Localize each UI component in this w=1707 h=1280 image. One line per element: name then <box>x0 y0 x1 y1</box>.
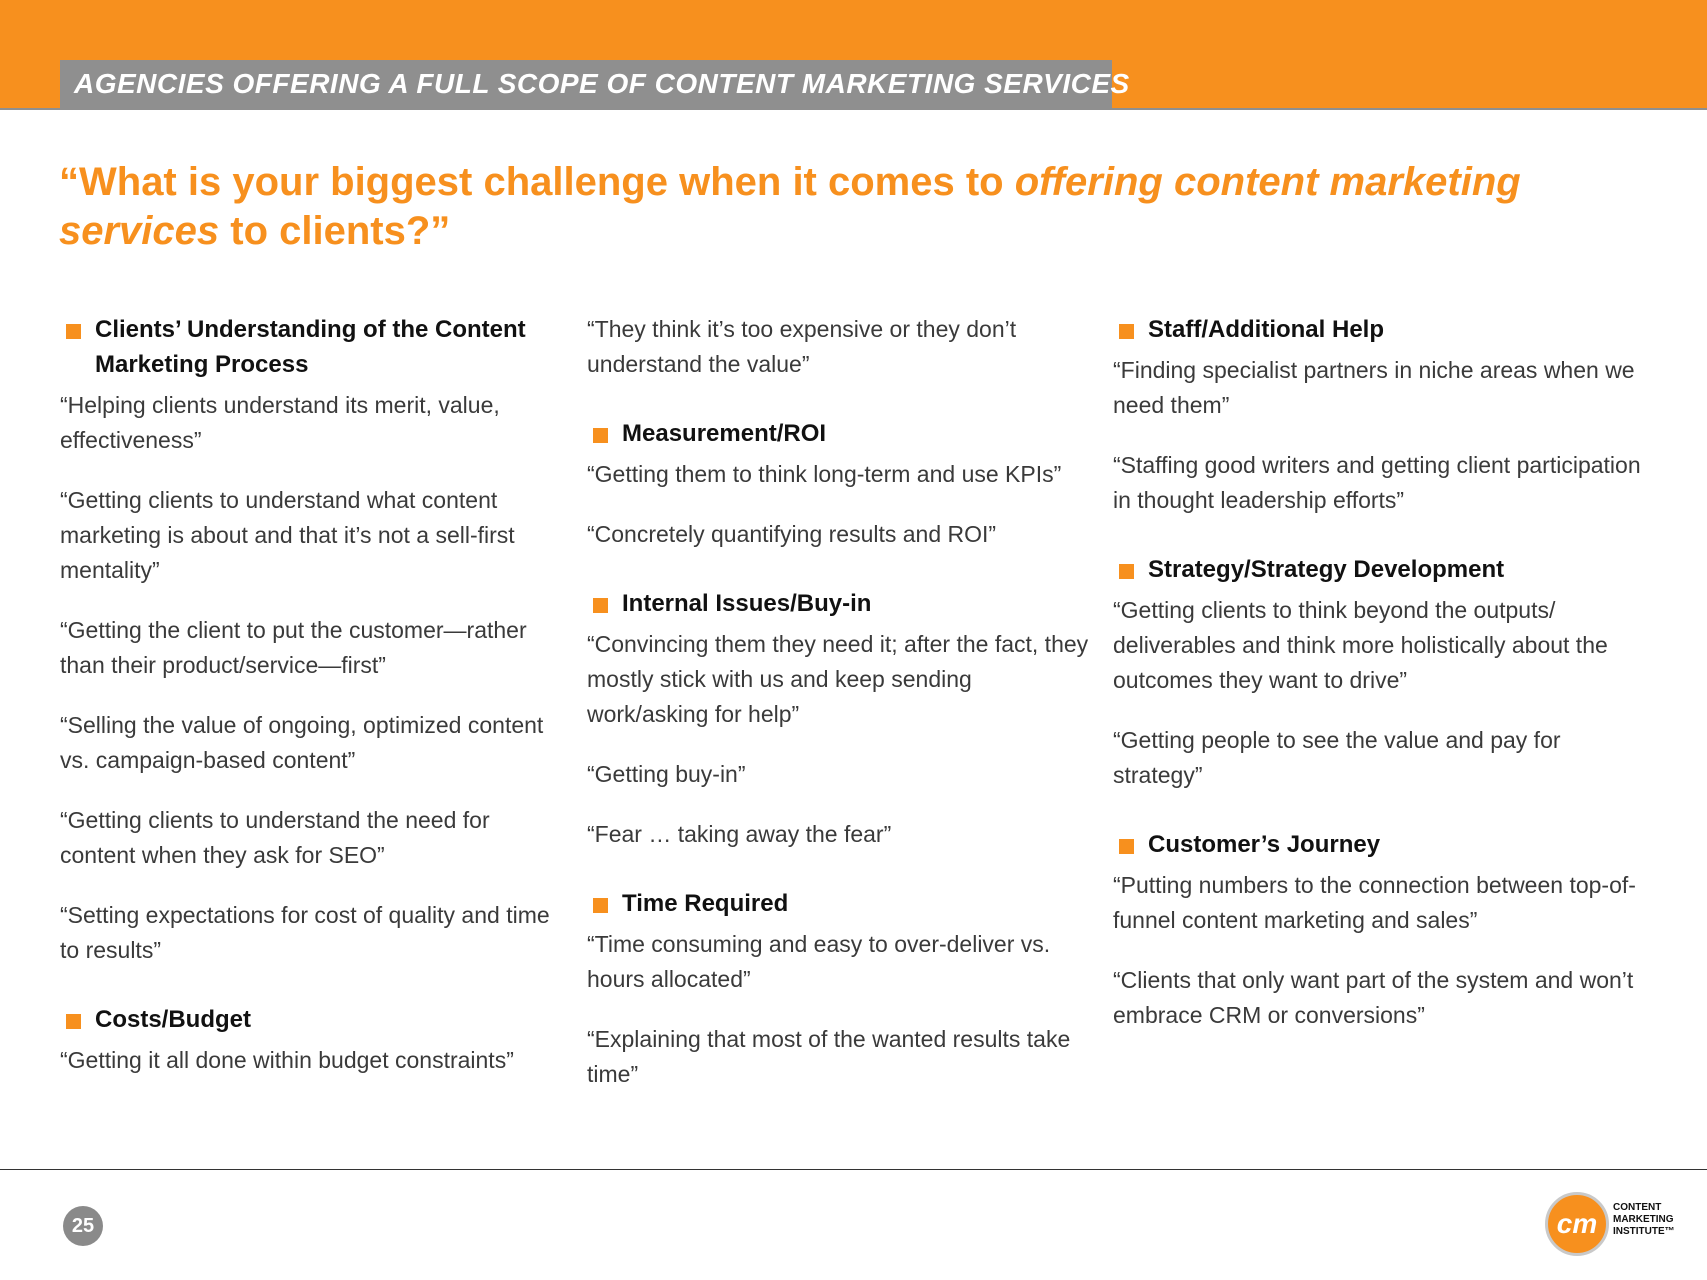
quote: “Convincing them they need it; after the fact, they mostly stick with us and keep sending work/asking for help” <box>587 631 1089 727</box>
category-heading <box>1113 312 1653 347</box>
category-heading <box>60 312 570 382</box>
category-heading <box>60 1002 570 1037</box>
category-heading-text: Clients’ Understanding of the Content Marketing Process <box>95 316 526 378</box>
quote: “Getting it all done within budget constraints” <box>60 1047 514 1073</box>
quote: “Getting people to see the value and pay for strategy” <box>1113 727 1561 788</box>
category-heading-text: Costs/Budget <box>95 1006 251 1033</box>
quote: “Finding specialist partners in niche areas when we need them” <box>1113 357 1635 418</box>
logo-line: CONTENT <box>1613 1202 1662 1213</box>
square-bullet-icon <box>1119 839 1134 854</box>
category-heading-text: Internal Issues/Buy-in <box>622 590 872 617</box>
quote: “Helping clients understand its merit, value, effectiveness” <box>60 392 500 453</box>
quote: “Getting the client to put the customer—rather than their product/service—first” <box>60 617 527 678</box>
column-3 <box>1113 312 1653 1058</box>
logo-wordmark <box>1613 1202 1675 1238</box>
square-bullet-icon <box>1119 564 1134 579</box>
quote: “Concretely quantifying results and ROI” <box>587 521 997 547</box>
header-rule <box>0 108 1707 110</box>
quote: “Selling the value of ongoing, optimized content vs. campaign-based content” <box>60 712 544 773</box>
square-bullet-icon <box>593 428 608 443</box>
quote: “Setting expectations for cost of quality and time to results” <box>60 902 550 963</box>
category-heading-text: Customer’s Journey <box>1148 831 1381 858</box>
quote: “Fear … taking away the fear” <box>587 821 892 847</box>
square-bullet-icon <box>66 1014 81 1029</box>
quote: “They think it’s too expensive or they don’t understand the value” <box>587 316 1017 377</box>
footer-rule <box>0 1169 1707 1170</box>
category-heading <box>587 886 1097 921</box>
square-bullet-icon <box>593 598 608 613</box>
category-heading <box>587 586 1097 621</box>
square-bullet-icon <box>593 898 608 913</box>
category-heading-text: Strategy/Strategy Development <box>1148 556 1505 583</box>
quote: “Getting them to think long-term and use KPIs” <box>587 461 1062 487</box>
page-number-badge: 25 <box>63 1206 103 1246</box>
category-heading-text: Time Required <box>622 890 789 917</box>
quote: “Explaining that most of the wanted results take time” <box>587 1026 1071 1087</box>
category-heading-text: Staff/Additional Help <box>1148 316 1384 343</box>
title-part-2: to clients?” <box>219 209 451 253</box>
quote: “Clients that only want part of the system and won’t embrace CRM or conversions” <box>1113 967 1634 1028</box>
quote: “Getting clients to think beyond the outputs/ deliverables and think more holistically about the outcomes they want to drive” <box>1113 597 1608 693</box>
logo-line: INSTITUTE™ <box>1613 1226 1675 1237</box>
column-1 <box>60 312 570 1103</box>
quote: “Getting clients to understand what content marketing is about and that it’s not a sell-first mentality” <box>60 487 515 583</box>
section-banner: AGENCIES OFFERING A FULL SCOPE OF CONTENT MARKETING SERVICES <box>60 60 1112 108</box>
column-2 <box>587 312 1097 1117</box>
category-heading <box>1113 552 1653 587</box>
quote: “Getting clients to understand the need for content when they ask for SEO” <box>60 807 490 868</box>
title-emphasis: offering content marketing services <box>59 160 1521 253</box>
quote: “Time consuming and easy to over-deliver vs. hours allocated” <box>587 931 1051 992</box>
logo-line: MARKETING <box>1613 1214 1674 1225</box>
category-heading <box>1113 827 1653 862</box>
category-heading <box>587 416 1097 451</box>
cmi-logo <box>1545 1192 1705 1262</box>
quote: “Getting buy-in” <box>587 761 746 787</box>
title-part-1: “What is your biggest challenge when it comes to <box>59 160 1015 204</box>
square-bullet-icon <box>1119 324 1134 339</box>
quote: “Staffing good writers and getting client participation in thought leadership efforts” <box>1113 452 1641 513</box>
square-bullet-icon <box>66 324 81 339</box>
quote: “Putting numbers to the connection between top-of-funnel content marketing and sales” <box>1113 872 1636 933</box>
cm-logo-icon: cm <box>1545 1192 1609 1256</box>
category-heading-text: Measurement/ROI <box>622 420 827 447</box>
page-title <box>59 158 1619 256</box>
